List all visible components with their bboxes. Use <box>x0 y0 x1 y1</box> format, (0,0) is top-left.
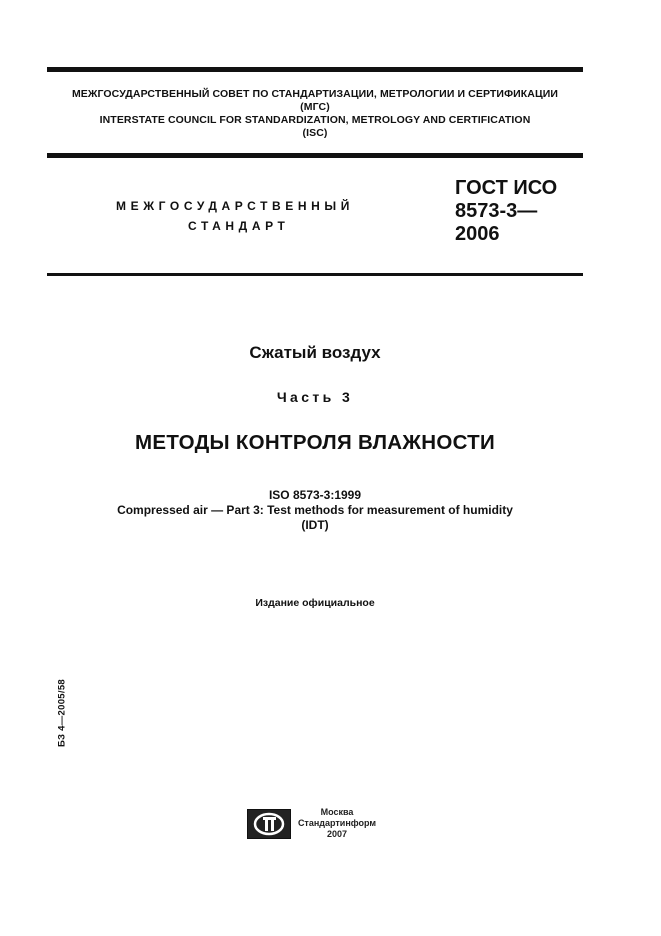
header-top-rule <box>47 67 583 72</box>
edition-label: Издание официальное <box>255 597 375 609</box>
iso-number: ISO 8573-3:1999 <box>268 488 362 502</box>
iso-english-title: Compressed air — Part 3: Test methods for measurement of humidity <box>117 503 513 517</box>
publisher-city: Москва <box>320 807 354 817</box>
gost-code-line3: 2006 <box>455 223 500 245</box>
council-name-en: INTERSTATE COUNCIL FOR STANDARDIZATION, METROLOGY AND CERTIFICATION <box>99 114 531 126</box>
document-subtitle: МЕТОДЫ КОНТРОЛЯ ВЛАЖНОСТИ <box>134 431 496 454</box>
standard-block-rule <box>47 273 583 276</box>
side-code: БЗ 4—2005/58 <box>56 678 68 748</box>
standartinform-logo-icon <box>247 809 291 839</box>
standard-type-line1: МЕЖГОСУДАРСТВЕННЫЙ <box>116 199 354 213</box>
publisher-year: 2007 <box>326 829 348 839</box>
council-abbr-en: (ISC) <box>302 127 328 139</box>
gost-code-line1: ГОСТ ИСО <box>455 177 558 199</box>
iso-degree: (IDT) <box>301 518 329 532</box>
document-title: Сжатый воздух <box>249 343 381 362</box>
standard-type-line2: СТАНДАРТ <box>188 219 290 233</box>
council-abbr-ru: (МГС) <box>300 101 330 113</box>
header-bottom-rule <box>47 153 583 158</box>
document-part: Часть 3 <box>276 389 354 405</box>
gost-code-line2: 8573-3— <box>455 200 538 222</box>
publisher-name: Стандартинформ <box>297 818 377 828</box>
council-name-ru: МЕЖГОСУДАРСТВЕННЫЙ СОВЕТ ПО СТАНДАРТИЗАЦИИ, МЕТРОЛОГИИ И СЕРТИФИКАЦИИ <box>71 88 559 100</box>
